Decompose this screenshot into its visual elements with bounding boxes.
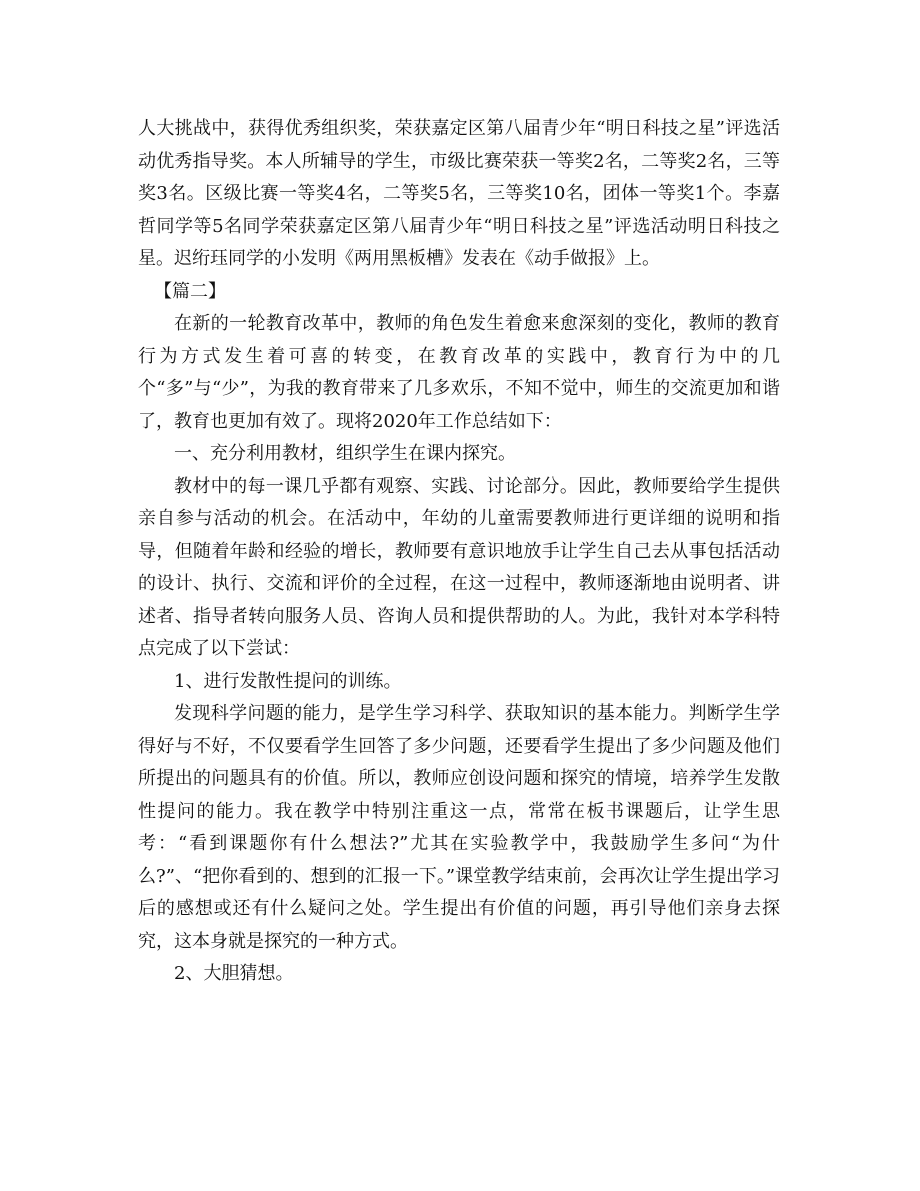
section-title: 【篇二】 [154,280,226,302]
item-one-heading: 1、进行发散性提问的训练。 [174,670,402,692]
paragraph-materials: 教材中的每一课几乎都有观察、实践、讨论部分。因此，教师要给学生提供亲自参与活动的机会。在活动中，年幼的儿童需要教师进行更详细的说明和指导，但随着年龄和经验的增长，教师要有意识地放手让学生自己去从事包括活动的设计、执行、交流和评价的全过程，在这一过程中，教师逐渐地由说明者、讲述者、指导者转向服务人员、咨询人员和提供帮助的人。为此，我针对本学科特点完成了以下尝试： [138,475,780,659]
item-two-heading: 2、大胆猜想。 [174,963,294,984]
paragraph-intro: 在新的一轮教育改革中，教师的角色发生着愈来愈深刻的变化，教师的教育行为方式发生着可喜的转变，在教育改革的实践中，教育行为中的几个“多”与“少”，为我的教育带来了几多欢乐，不知不觉中，师生的交流更加和谐了，教育也更加有效了。现将2020年工作总结如下： [138,313,780,432]
heading-one: 一、充分利用教材，组织学生在课内探究。 [174,443,516,464]
paragraph-questions: 发现科学问题的能力，是学生学习科学、获取知识的基本能力。判断学生学得好与不好，不仅要看学生回答了多少问题，还要看学生提出了多少问题及他们所提出的问题具有的价值。所以，教师应创设问题和探究的情境，培养学生发散性提问的能力。我在教学中特别注重这一点，常常在板书课题后，让学生思考：“看到课题你有什么想法?”尤其在实验教学中，我鼓励学生多问“为什么?”、“把你看到的、想到的汇报一下。”课堂教学结束前，会再次让学生提出学习后的感想或还有什么疑问之处。学生提出有价值的问题，再引导他们亲身去探究，这本身就是探究的一种方式。 [138,703,780,952]
paragraph-continued: 人大挑战中，获得优秀组织奖，荣获嘉定区第八届青少年“明日科技之星”评选活动优秀指导奖。本人所辅导的学生，市级比赛荣获一等奖2名，二等奖2名，三等奖3名。区级比赛一等奖4名，二等奖5名，三等奖10名，团体一等奖1个。李嘉哲同学等5名同学荣获嘉定区第八届青少年“明日科技之星”评选活动明日科技之星。迟绗珏同学的小发明《两用黑板槽》发表在《动手做报》上。 [138,118,780,269]
document-page [138,113,780,991]
